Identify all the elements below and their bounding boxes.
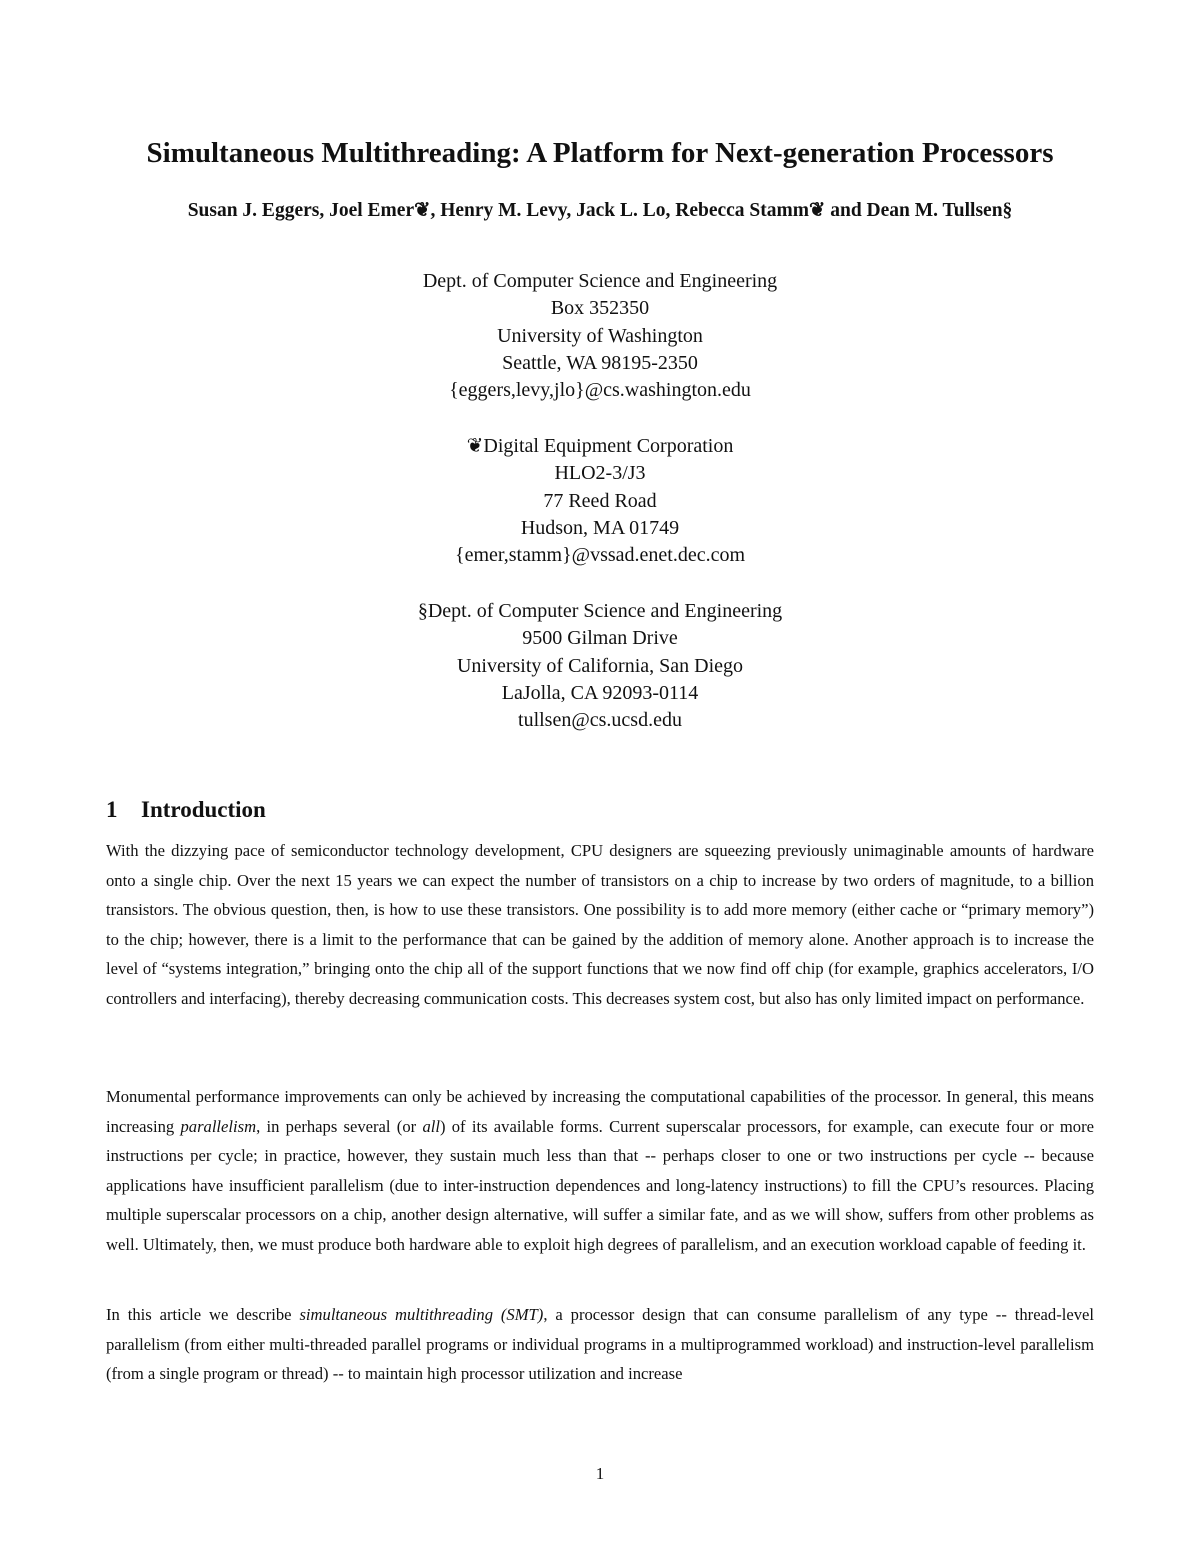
affiliation-line: HLO2-3/J3 xyxy=(554,462,646,485)
affiliation-line: 9500 Gilman Drive xyxy=(522,627,678,650)
paragraph-text: In this article we describe xyxy=(106,1305,300,1324)
paragraph-text: , in perhaps several (or xyxy=(256,1116,423,1136)
affiliation-line: §Dept. of Computer Science and Engineering xyxy=(417,600,783,622)
page-number: 1 xyxy=(595,1464,605,1483)
affiliation-line: Seattle, WA 98195-2350 xyxy=(502,351,698,374)
affiliation-email: {emer,stamm}@vssad.enet.dec.com xyxy=(454,544,746,567)
emphasis-text: simultaneous multithreading (SMT) xyxy=(299,1305,544,1324)
affiliation-ucsd xyxy=(0,598,1200,734)
affiliation-line: Dept. of Computer Science and Engineering xyxy=(422,270,778,292)
affiliation-line: ❦Digital Equipment Corporation xyxy=(466,435,734,457)
affiliation-uw xyxy=(0,268,1200,404)
paragraph-text: ) of its available forms. Current superscalar processors, for example, can execute four or more instructions per cycle; in practice, however, they sustain much less than that -- perhaps closer to one or two instructions per cycle -- because applications have insufficient parallelism (due to inter-instruction dependences and long-latency instructions) to fill the CPU’s resources. Placing multiple superscalar processors on a chip, another design alternative, will suffer a similar fate, and as we will show, suffers from other problems as well. Ultimately, then, we must produce both hardware able to exploit high degrees of parallelism, and an execution workload capable of feeding it. xyxy=(106,1116,1094,1254)
body-paragraph-1: With the dizzying pace of semiconductor technology development, CPU designers are squeezing previously unimaginable amounts of hardware onto a single chip. Over the next 15 years we can expect the number of transistors on a chip to increase by two orders of magnitude, to a billion transistors. The obvious question, then, is how to use these transistors. One possibility is to add more memory (either cache or “primary memory”) to the chip; however, there is a limit to the performance that can be gained by the addition of memory alone. Another approach is to increase the level of “systems integration,” bringing onto the chip all of the support functions that we now find off chip (for example, graphics accelerators, I/O controllers and interfacing), thereby decreasing communication costs. This decreases system cost, but also has only limited impact on performance. xyxy=(106,841,1094,1008)
affiliation-line: University of Washington xyxy=(497,324,703,347)
affiliation-dec xyxy=(0,433,1200,569)
emphasis-text: all xyxy=(422,1116,440,1136)
author-list: Susan J. Eggers, Joel Emer❦, Henry M. Levy, Jack L. Lo, Rebecca Stamm❦ and Dean M. Tullsen§ xyxy=(187,200,1013,221)
paragraph-text: , a processor design that can consume parallelism of any type -- thread-level parallelism (from either multi-threaded parallel programs or individual programs in a multiprogrammed workload) and instruction-level parallelism (from a single program or thread) -- to maintain high processor utilization and increase xyxy=(106,1305,1094,1384)
affiliation-email: tullsen@cs.ucsd.edu xyxy=(518,709,682,732)
affiliation-email: {eggers,levy,jlo}@cs.washington.edu xyxy=(449,379,751,402)
paragraph-text: Monumental performance improvements can only be achieved by increasing the computational capabilities of the processor. In general, this means increasing xyxy=(106,1087,1094,1136)
section-number: 1 xyxy=(106,797,118,822)
affiliation-line: University of California, San Diego xyxy=(456,654,744,677)
section-heading-introduction xyxy=(106,795,266,825)
affiliation-line: 77 Reed Road xyxy=(543,489,657,512)
emphasis-text: parallelism xyxy=(180,1116,257,1136)
affiliation-line: LaJolla, CA 92093-0114 xyxy=(501,681,699,704)
body-paragraph-2 xyxy=(106,1082,1094,1260)
affiliation-line: Hudson, MA 01749 xyxy=(520,516,680,539)
body-paragraph-3 xyxy=(106,1300,1094,1389)
section-title: Introduction xyxy=(141,797,266,822)
affiliation-line: Box 352350 xyxy=(550,297,650,320)
paper-title: Simultaneous Multithreading: A Platform for Next-generation Processors xyxy=(146,137,1054,169)
